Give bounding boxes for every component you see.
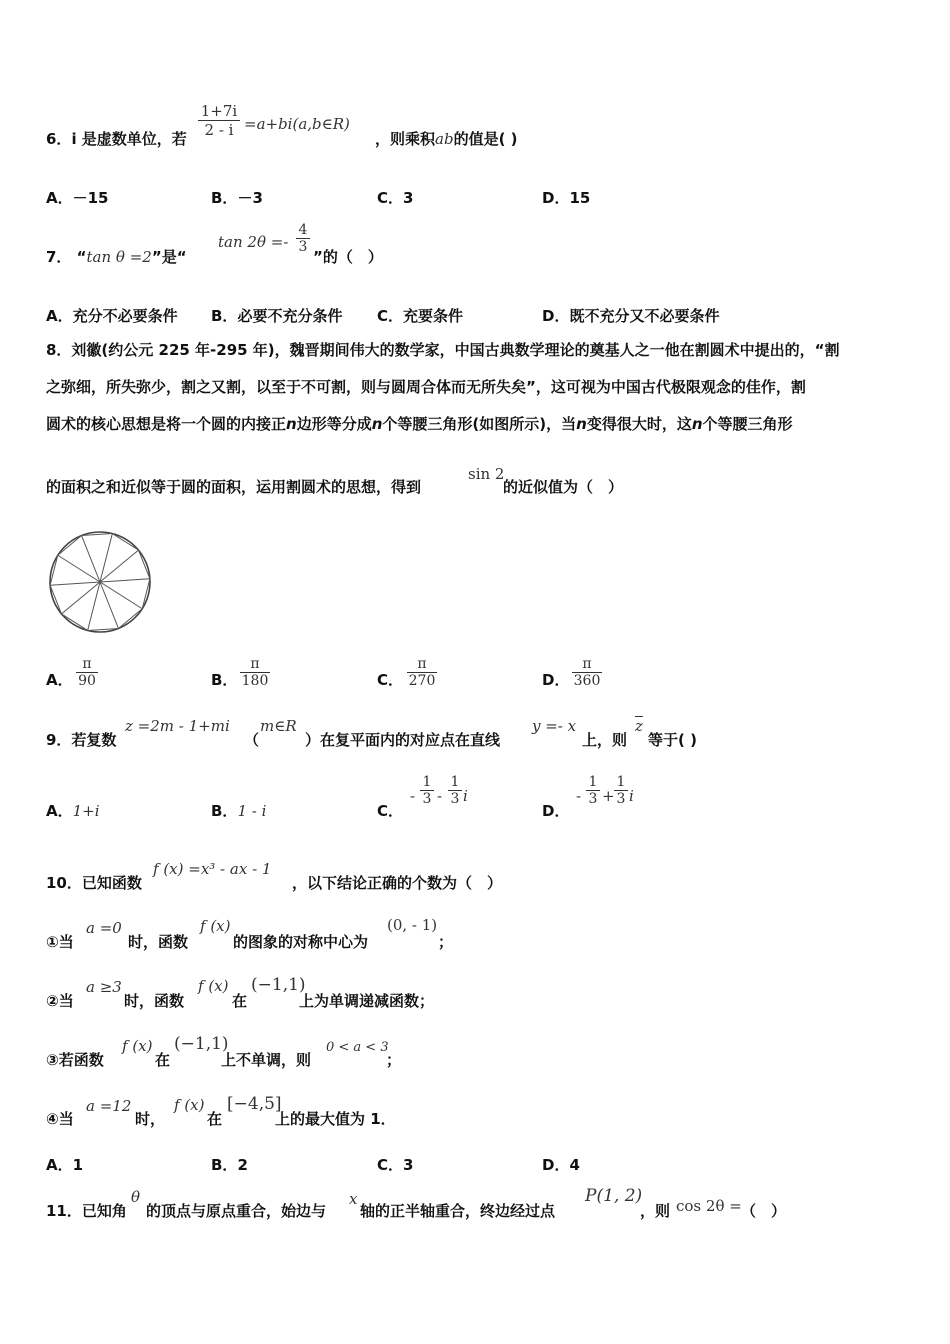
q9-zbar: $\overline{z}$ [635,717,643,735]
q7-cond2: tan 2θ =- [218,233,289,251]
q10-s3-interval: (−1,1) [174,1034,229,1054]
polygon-spoke [50,582,100,585]
polygon-spoke [100,534,112,582]
polygon-spoke [100,550,138,582]
q10-s4-end: 上的最大值为 1． [275,1110,396,1128]
q7-option-d[interactable]: D．既不充分又不必要条件 [542,307,720,325]
q9-option-c-sign1: - [410,787,416,805]
q10-option-b[interactable]: B．2 [211,1156,248,1174]
q7-option-c[interactable]: C．充要条件 [377,307,464,325]
q11-post: （ ） [741,1202,787,1220]
q9-option-c-frac2: 1 3 [448,774,462,807]
q9-option-d-sign2: + [602,787,615,805]
q9-option-d-frac1: 1 3 [586,774,600,807]
q6-rhs: =a+bi(a,b∈R) [244,115,350,133]
q9-z-expr: z =2m - 1+mi [125,717,230,735]
polygon-edge [50,585,61,614]
q9-line-expr: y =- x [532,717,577,735]
q8-line-1: 8．刘徽(约公元 225 年-295 年)，魏晋期间伟大的数学家，中国古典数学理论的奠基人之一他在割圆术中提出的，“割 [46,341,840,359]
q10-s3-cond: 0 < a < 3 [326,1040,389,1055]
q10-option-d[interactable]: D．4 [542,1156,580,1174]
polygon-spoke [100,579,150,582]
q9-post: 等于( ) [648,731,697,749]
q11-x: x [349,1190,358,1208]
q10-s3-pre: ③若函数 [46,1051,104,1069]
q10-s2-cond: a ≥3 [86,978,122,996]
q10-s2-f: f (x) [198,977,229,995]
q10-s1-mid2: 的图象的对称中心为 [233,933,369,951]
polygon-spoke [82,536,100,582]
q8-option-b-fraction: π 180 [241,656,269,689]
q9-option-d-sign1: - [576,787,582,805]
polygon-spoke [58,555,100,582]
q10-s2-mid2: 在 [232,992,248,1010]
polygon-spoke [88,582,100,630]
polygon-edge [112,534,138,551]
q10-s1-pre: ①当 [46,933,74,951]
q9-option-d-i: i [629,787,634,805]
q10-s4-pre: ④当 [46,1110,74,1128]
polygon-spoke [100,582,142,609]
q10-post: ，以下结论正确的个数为（ ） [292,874,503,892]
q9-option-c-i: i [463,787,468,805]
q8-option-c-fraction: π 270 [408,656,436,689]
q10-s4-mid2: 在 [207,1110,223,1128]
q8-line-3: 圆术的核心思想是将一个圆的内接正n边形等分成n个等腰三角形(如图所示)，当n变得很大时，这n个等腰三角形 [46,415,793,433]
q10-s1-cond: a =0 [86,919,122,937]
q8-option-d[interactable]: D． [542,671,570,689]
q11-mid2: 轴的正半轴重合，终边经过点 [360,1202,556,1220]
q10-s3-end: ； [386,1051,402,1069]
q7-tail: ”的（ ） [313,248,383,266]
q10-s4-mid: 时， [135,1110,166,1128]
polygon-edge [62,614,88,631]
q10-s2-end: 上为单调递减函数； [299,992,435,1010]
q9-stem: 9．若复数 [46,731,117,749]
q11-theta: θ [131,1188,141,1206]
q8-option-d-fraction: π 360 [573,656,601,689]
q10-s4-cond: a =12 [86,1097,132,1115]
q9-option-d[interactable]: D． [542,802,570,820]
q11-point: P(1, 2) [585,1186,643,1206]
q8-line-4: 的面积之和近似等于圆的面积，运用割圆术的思想，得到 [46,478,422,496]
q9-paren-left: （ [244,731,260,749]
q10-s3-mid: 在 [155,1051,171,1069]
q9-option-c[interactable]: C． [377,802,404,820]
q10-s2-pre: ②当 [46,992,74,1010]
q11-expr: cos 2θ = [676,1197,742,1215]
polygon-spoke [62,582,100,614]
polygon-spoke [100,582,118,628]
polygon-edge [138,550,149,579]
circle-figure [46,530,156,640]
q10-s1-point: (0, - 1) [387,916,438,934]
q10-s1-mid: 时，函数 [128,933,189,951]
q10-s3-f: f (x) [122,1037,153,1055]
q8-line-2: 之弥细，所失弥少，割之又割，以至于不可割，则与圆周合体而无所失矣”，这可视为中国古代极限观念的佳作，割 [46,378,806,396]
q7-option-b[interactable]: B．必要不充分条件 [211,307,343,325]
q11-mid: 的顶点与原点重合，始边与 [146,1202,327,1220]
q10-s4-f: f (x) [174,1096,205,1114]
q8-option-b[interactable]: B． [211,671,238,689]
q7-option-a[interactable]: A．充分不必要条件 [46,307,178,325]
q8-option-c[interactable]: C． [377,671,404,689]
polygon-edge [118,609,142,629]
q9-mid: 上，则 [582,731,628,749]
q9-option-c-sign2: - [437,787,443,805]
q7-stem: 7． “tan θ =2”是“ [46,248,187,266]
q10-s2-mid: 时，函数 [124,992,185,1010]
q6-option-b[interactable]: B．－3 [211,189,263,207]
q10-s3-mid2: 上不单调，则 [221,1051,312,1069]
q9-cond: m∈R [260,717,297,735]
q8-option-a-fraction: π 90 [76,656,98,689]
q8-line-4-tail: 的近似值为（ ） [503,478,624,496]
q11-stem: 11．已知角 [46,1202,127,1220]
q9-option-a[interactable]: A．1+i [46,802,100,820]
q8-sin2: sin 2 [468,465,505,483]
q10-s1-end: ； [438,933,454,951]
q6-fraction: 1+7i 2 - i [198,102,240,139]
q8-option-a[interactable]: A． [46,671,73,689]
q6-option-d[interactable]: D．15 [542,189,591,207]
q6-option-c[interactable]: C．3 [377,189,414,207]
q11-mid3: ，则 [640,1202,671,1220]
q10-s1-f: f (x) [200,917,231,935]
q9-option-c-frac1: 1 3 [420,774,434,807]
q9-paren-right: ）在复平面内的对应点在直线 [305,731,501,749]
q6-option-a[interactable]: A．－15 [46,189,109,207]
q10-stem: 10．已知函数 [46,874,142,892]
q10-option-c[interactable]: C．3 [377,1156,414,1174]
q10-func: f (x) =x³ - ax - 1 [153,860,272,878]
polygon-edge [58,536,82,556]
q6-stem: 6．i 是虚数单位，若 [46,130,187,148]
q9-option-b[interactable]: B．1 - i [211,802,267,820]
q10-s2-interval: (−1,1) [251,975,306,995]
q10-option-a[interactable]: A．1 [46,1156,84,1174]
q7-fraction: 4 3 [296,222,310,255]
q9-option-d-frac2: 1 3 [614,774,628,807]
q10-s4-interval: [−4,5] [227,1094,282,1114]
q6-tail: ，则乘积ab的值是( ) [375,130,518,148]
